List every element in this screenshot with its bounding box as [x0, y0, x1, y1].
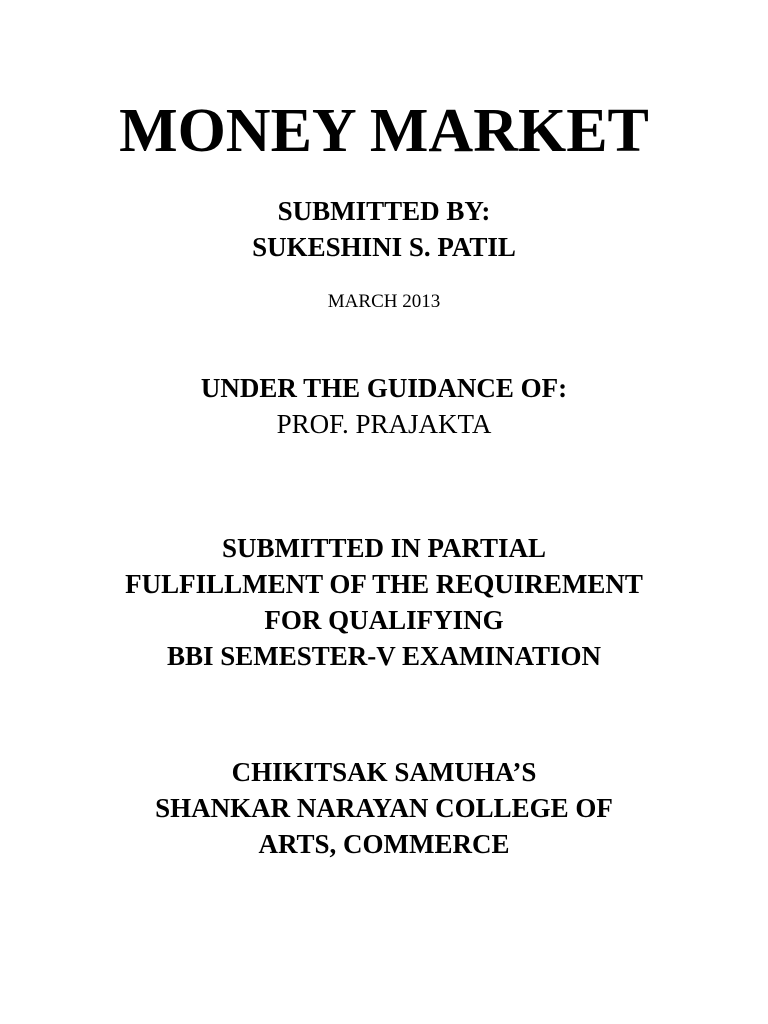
institution-line: CHIKITSAK SAMUHA’S: [231, 757, 537, 787]
purpose-line: FOR QUALIFYING: [264, 605, 504, 635]
guide-name: PROF. PRAJAKTA: [276, 409, 492, 439]
purpose-line: FULFILLMENT OF THE REQUIREMENT: [125, 569, 643, 599]
author-name: SUKESHINI S. PATIL: [252, 232, 516, 262]
purpose-line: SUBMITTED IN PARTIAL: [221, 533, 547, 563]
purpose-line: BBI SEMESTER-V EXAMINATION: [166, 641, 602, 671]
document-title: MONEY MARKET: [119, 97, 649, 165]
institution-line: ARTS, COMMERCE: [258, 829, 510, 859]
institution-line: SHANKAR NARAYAN COLLEGE OF: [155, 793, 613, 823]
submitted-by-label: SUBMITTED BY:: [277, 196, 491, 226]
guidance-label: UNDER THE GUIDANCE OF:: [200, 373, 568, 403]
submission-date: MARCH 2013: [327, 291, 441, 312]
